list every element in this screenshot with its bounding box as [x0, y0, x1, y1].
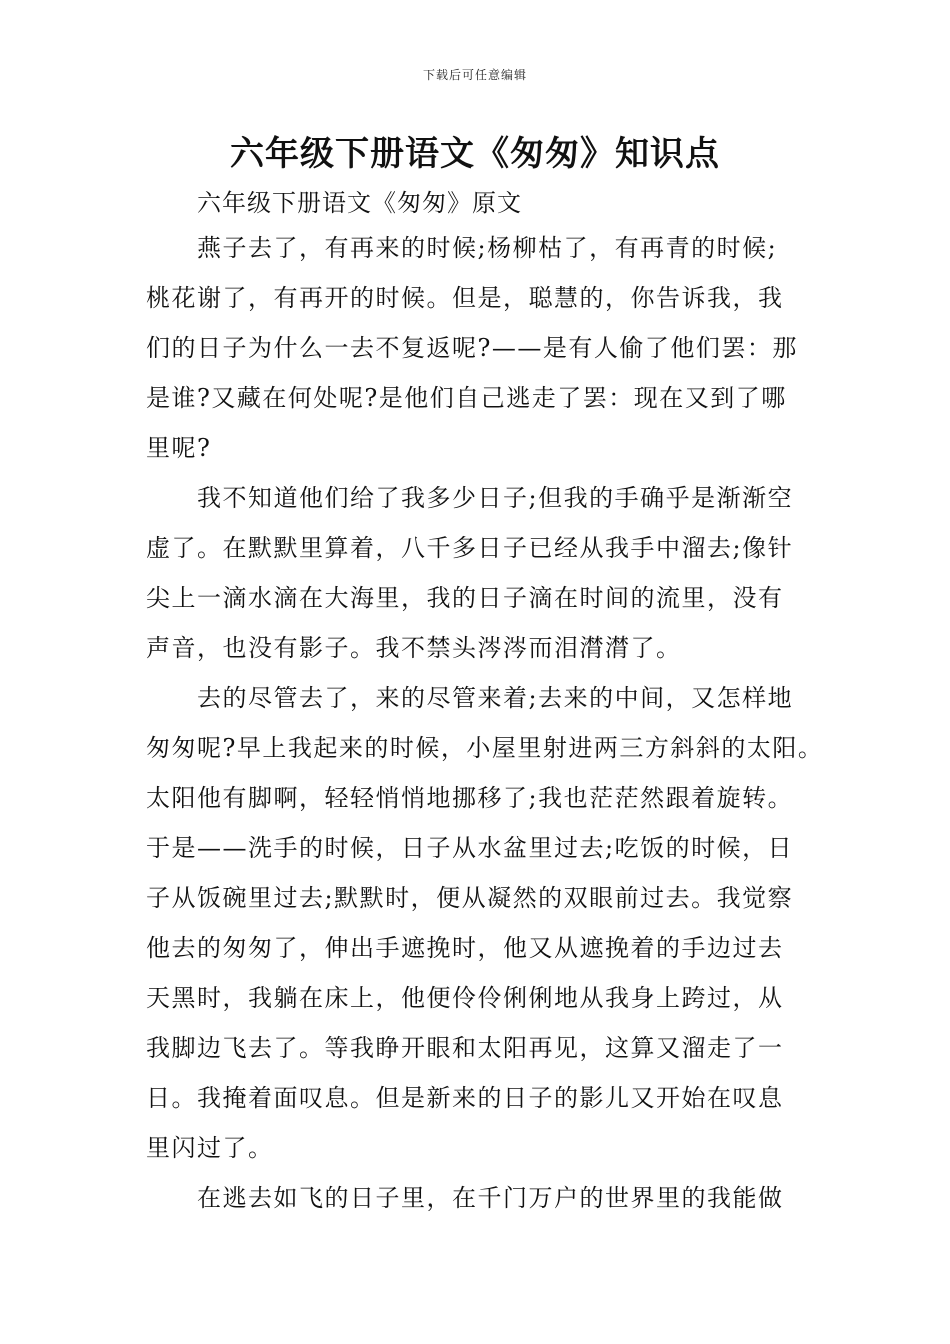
paragraph-3-line-4: 于是——洗手的时候，日子从水盆里过去;吃饭的时候，日 [146, 834, 794, 862]
paragraph-1-line-5: 里呢? [146, 434, 212, 462]
paragraph-3-line-9: 日。我掩着面叹息。但是新来的日子的影儿又开始在叹息 [146, 1084, 784, 1112]
paragraph-1-line-1: 燕子去了，有再来的时候;杨柳枯了，有再青的时候; [197, 234, 778, 262]
paragraph-3-line-3: 太阳他有脚啊，轻轻悄悄地挪移了;我也茫茫然跟着旋转。 [146, 784, 794, 812]
paragraph-1-line-3: 们的日子为什么一去不复返呢?——是有人偷了他们罢：那 [146, 334, 798, 362]
paragraph-3-line-6: 他去的匆匆了，伸出手遮挽时，他又从遮挽着的手边过去 [146, 934, 784, 962]
paragraph-2-line-2: 虚了。在默默里算着，八千多日子已经从我手中溜去;像针 [146, 534, 794, 562]
paragraph-2-line-3: 尖上一滴水滴在大海里，我的日子滴在时间的流里，没有 [146, 584, 784, 612]
document-title: 六年级下册语文《匆匆》知识点 [230, 134, 720, 174]
paragraph-3-line-1: 去的尽管去了，来的尽管来着;去来的中间，又怎样地 [197, 684, 794, 712]
paragraph-2-line-4: 声音，也没有影子。我不禁头涔涔而泪潸潸了。 [146, 634, 682, 662]
section-subtitle: 六年级下册语文《匆匆》原文 [197, 189, 522, 217]
paragraph-3-line-7: 天黑时，我躺在床上，他便伶伶俐俐地从我身上跨过，从 [146, 984, 784, 1012]
paragraph-2-line-1: 我不知道他们给了我多少日子;但我的手确乎是渐渐空 [197, 484, 794, 512]
paragraph-3-line-10: 里闪过了。 [146, 1134, 274, 1162]
paragraph-3-line-2: 匆匆呢?早上我起来的时候，小屋里射进两三方斜斜的太阳。 [146, 734, 824, 762]
paragraph-1-line-2: 桃花谢了，有再开的时候。但是，聪慧的，你告诉我，我 [146, 284, 784, 312]
header-note: 下载后可任意编辑 [422, 68, 527, 82]
paragraph-3-line-8: 我脚边飞去了。等我睁开眼和太阳再见，这算又溜走了一 [146, 1034, 784, 1062]
paragraph-1-line-4: 是谁?又藏在何处呢?是他们自己逃走了罢：现在又到了哪 [146, 384, 787, 412]
paragraph-3-line-5: 子从饭碗里过去;默默时，便从凝然的双眼前过去。我觉察 [146, 884, 794, 912]
paragraph-4-line-1: 在逃去如飞的日子里，在千门万户的世界里的我能做 [197, 1184, 784, 1212]
